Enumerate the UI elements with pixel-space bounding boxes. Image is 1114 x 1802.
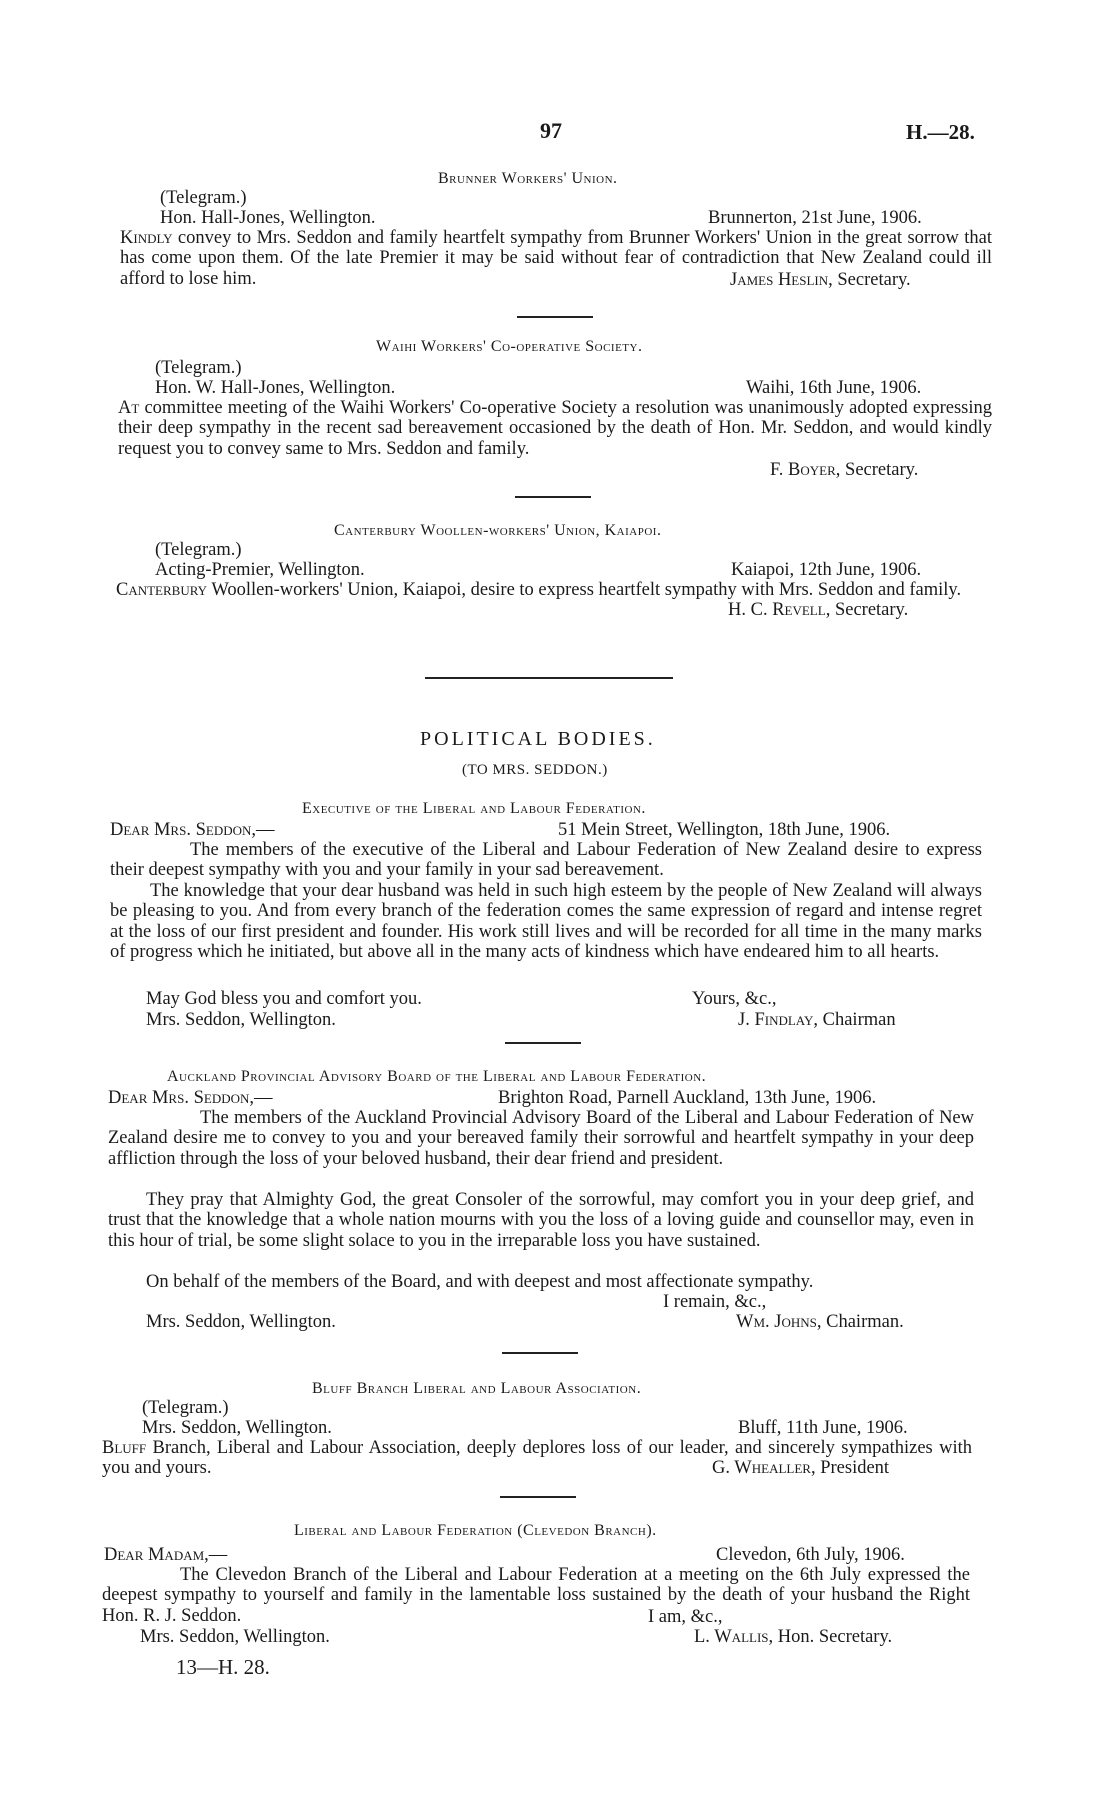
place-date: Brighton Road, Parnell Auckland, 13th June, 1906. (498, 1088, 877, 1108)
addressee: Hon. Hall-Jones, Wellington. (160, 208, 376, 228)
telegram-label: (Telegram.) (155, 540, 242, 560)
signatory-title: , President (810, 1458, 890, 1478)
signatory-title: , Chairman (813, 1010, 896, 1030)
section-heading-auckland: Auckland Provincial Advisory Board of the Liberal and Labour Federation. (167, 1068, 707, 1085)
signatory-name: H. C. Revell (728, 600, 826, 620)
signatory-name: Wm. Johns (736, 1312, 817, 1332)
place-date: Clevedon, 6th July, 1906. (716, 1545, 905, 1565)
section-heading-brunner: Brunner Workers' Union. (438, 170, 618, 187)
place-date: 51 Mein Street, Wellington, 18th June, 1906. (558, 820, 891, 840)
letter-addressee: Mrs. Seddon, Wellington. (146, 1010, 336, 1030)
signatory-name: J. Findlay (738, 1010, 814, 1030)
section-heading-bluff: Bluff Branch Liberal and Labour Association. (312, 1380, 642, 1397)
signatory-title: , Secretary. (835, 460, 919, 480)
salutation: Dear Mrs. Seddon,— (108, 1088, 273, 1108)
addressee: Hon. W. Hall-Jones, Wellington. (155, 378, 396, 398)
signatory-name: James Heslin (730, 270, 829, 290)
message-body (118, 398, 992, 459)
body-lead: At (118, 398, 140, 418)
letter-paragraph: The Clevedon Branch of the Liberal and Labour Federation at a meeting on the 6th July expressed the deepest sympathy to yourself and family in the lamentable loss sustained by the death of your husband the Right Hon. R. J. Seddon. (102, 1565, 970, 1626)
signature (728, 600, 908, 620)
signatory-title: , Chairman. (816, 1312, 904, 1332)
signatory-title: , Secretary. (825, 600, 909, 620)
addressee: Mrs. Seddon, Wellington. (142, 1418, 332, 1438)
body-text: Woollen-workers' Union, Kaiapoi, desire to express heartfelt sympathy with Mrs. Seddon and family. (211, 580, 962, 600)
section-heading-canterbury: Canterbury Woollen-workers' Union, Kaiapoi. (334, 522, 662, 539)
letter-addressee: Mrs. Seddon, Wellington. (146, 1312, 336, 1332)
place-date: Brunnerton, 21st June, 1906. (708, 208, 922, 228)
salutation: Dear Mrs. Seddon,— (110, 820, 275, 840)
sub-heading: (TO MRS. SEDDON.) (462, 762, 608, 778)
telegram-label: (Telegram.) (160, 188, 247, 208)
complimentary-close: I am, &c., (648, 1607, 723, 1627)
letter-paragraph: The members of the executive of the Liberal and Labour Federation of New Zealand desire to express their deepest sympathy with you and your family in your sad bereavement. (110, 840, 982, 881)
section-heading-clevedon: Liberal and Labour Federation (Clevedon Branch). (294, 1522, 657, 1539)
place-date: Waihi, 16th June, 1906. (746, 378, 922, 398)
signatory-name: G. Whealler (712, 1458, 811, 1478)
printer-signature-mark: 13—H. 28. (176, 1655, 270, 1679)
letter-paragraph: The members of the Auckland Provincial Advisory Board of the Liberal and Labour Federation of New Zealand desire me to convey to you and your bereaved family their sorrowful and heartfelt sympathy in your deep affliction through the loss of your beloved husband, their dear friend and president. (108, 1108, 974, 1169)
letter-paragraph: On behalf of the members of the Board, and with deepest and most affectionate sympathy. (146, 1272, 814, 1292)
message-body (116, 580, 986, 600)
signature (694, 1627, 892, 1647)
page-number: 97 (540, 118, 562, 143)
letter-paragraph: They pray that Almighty God, the great Consoler of the sorrowful, may comfort you in your deep grief, and trust that the knowledge that a whole nation mourns with you the loss of a loving guide and counsellor may, even in this hour of trial, be some slight solace to you in the irreparable loss you have sustained. (108, 1190, 974, 1251)
divider-rule (515, 496, 591, 498)
body-lead: Kindly (120, 228, 173, 248)
letter-paragraph: The knowledge that your dear husband was held in such high esteem by the people of New Zealand will always be pleasing to you. And from every branch of the federation comes the same expression of regard and intense regret at the loss of our first president and founder. His work still lives and will be recorded for all time in the many marks of progress which he initiated, but above all in the many acts of kindness which have endeared him to all hearts. (110, 881, 982, 963)
divider-rule (505, 1042, 581, 1044)
signature (712, 1458, 889, 1478)
signatory-name: L. Wallis (694, 1627, 769, 1647)
body-text: committee meeting of the Waihi Workers' Co-operative Society a resolution was unanimously adopted expressing their deep sympathy in the recent sad bereavement occasioned by the death of Hon. Mr. Seddon, and would kindly request you to convey same to Mrs. Seddon and family. (118, 398, 992, 459)
place-date: Kaiapoi, 12th June, 1906. (731, 560, 922, 580)
signature (736, 1312, 904, 1332)
page-reference: H.—28. (906, 120, 975, 144)
signatory-title: , Secretary. (828, 270, 911, 290)
salutation: Dear Madam,— (104, 1545, 228, 1565)
major-heading: POLITICAL BODIES. (420, 728, 656, 750)
section-divider-rule (425, 677, 673, 679)
complimentary-close: I remain, &c., (663, 1292, 767, 1312)
signature (730, 270, 911, 290)
addressee: Acting-Premier, Wellington. (155, 560, 365, 580)
section-heading-executive: Executive of the Liberal and Labour Federation. (302, 800, 646, 817)
signature (770, 460, 918, 480)
telegram-label: (Telegram.) (155, 358, 242, 378)
complimentary-close: Yours, &c., (692, 989, 777, 1009)
body-lead: Bluff (102, 1438, 147, 1458)
divider-rule (500, 1496, 576, 1498)
telegram-label: (Telegram.) (142, 1398, 229, 1418)
signatory-title: , Hon. Secretary. (768, 1627, 893, 1647)
closing-line: May God bless you and comfort you. (146, 989, 422, 1009)
section-heading-waihi: Waihi Workers' Co-operative Society. (376, 338, 643, 355)
signature (738, 1010, 896, 1030)
body-lead: Canterbury (116, 580, 208, 600)
place-date: Bluff, 11th June, 1906. (738, 1418, 908, 1438)
letter-addressee: Mrs. Seddon, Wellington. (140, 1627, 330, 1647)
body-text: convey to Mrs. Seddon and family heartfelt sympathy from Brunner Workers' Union in the great sorrow that has come upon them. Of the late Premier it may be said without fear of contradiction that New Zealand could ill afford to lose him. (120, 228, 992, 289)
divider-rule (502, 1352, 578, 1354)
divider-rule (517, 316, 593, 318)
body-text: Branch, Liberal and Labour Association, deeply deplores loss of our leader, and sincerely sympathizes with you and yours. (102, 1438, 972, 1479)
signatory-name: F. Boyer (770, 460, 836, 480)
